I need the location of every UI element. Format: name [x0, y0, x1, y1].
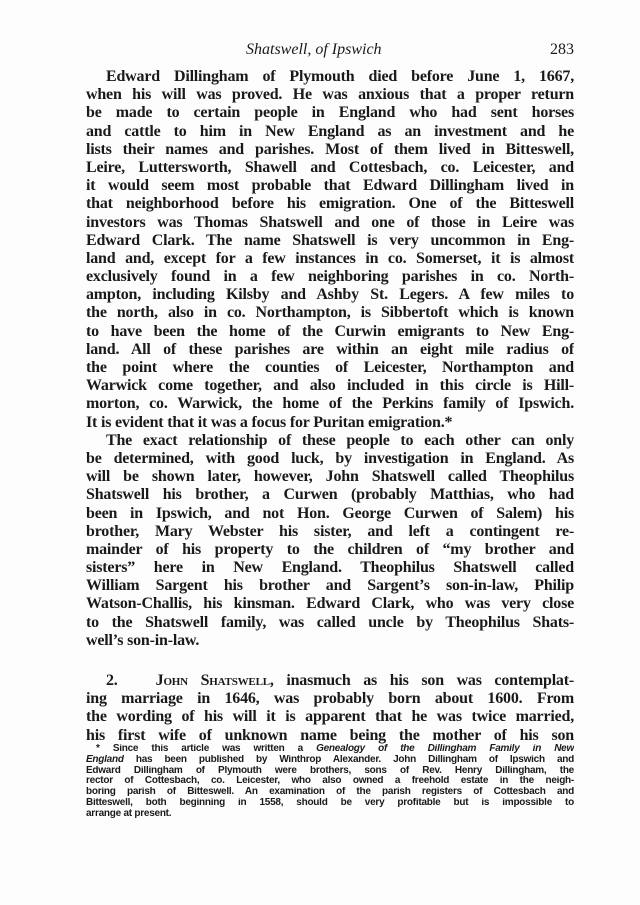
paragraph-2: [86, 432, 574, 650]
text-line: well’s son-in-law.: [86, 631, 200, 649]
text-line: to have been the home of the Curwin emigrants to New Eng-: [86, 322, 574, 340]
text-line: land and, except for a few instances in co. Somerset, it is almost: [86, 249, 574, 267]
text-line: The exact relationship of these people to each other can only: [106, 431, 574, 449]
paragraph-1: [86, 68, 574, 432]
section-gap: [86, 650, 574, 672]
page-header: [86, 40, 574, 62]
text-line: sisters” here in New England. Theophilus Shatswell called: [86, 559, 574, 577]
text-line: Warwick come together, and also included in this circle is Hill-: [86, 377, 574, 395]
footnote-text: Since this article was written a: [112, 744, 317, 754]
text-line: and cattle to him in New England as an investment and he: [86, 122, 574, 140]
footnote-book-title: Genealogy of the Dillingham Family in New: [316, 744, 574, 754]
text-line: exclusively found in a few neighboring parishes in co. North-: [86, 268, 574, 286]
footnote: [86, 744, 574, 820]
footnote-text: has been published by Winthrop Alexander. John Dillingham of Ipswich and: [123, 754, 574, 765]
text-line: the north, also in co. Northampton, is Sibbertoft which is known: [86, 304, 574, 322]
text-line: will be shown later, however, John Shatswell called Theophilus: [86, 468, 574, 486]
footnote-book-title-cont: England: [86, 754, 124, 765]
text-line: when his will was proved. He was anxious that a proper return: [86, 86, 574, 104]
text-line: the wording of his will it is apparent that he was twice married,: [86, 708, 574, 726]
section-first-line-rest: , inasmuch as his son was contemplat-: [269, 672, 574, 689]
text-line: mainder of his property to the children of “my brother and: [86, 540, 574, 558]
text-line: land. All of these parishes are within an eight mile radius of: [86, 340, 574, 358]
text-line: Edward Clark. The name Shatswell is very uncommon in Eng-: [86, 231, 574, 249]
text-line: lists their names and parishes. Most of them lived in Bitteswell,: [86, 140, 574, 158]
text-line: Watson-Challis, his kinsman. Edward Clark, who was very close: [86, 595, 574, 613]
text-line: brother, Mary Webster his sister, and left a contingent re-: [86, 522, 574, 540]
section-first-line: [86, 672, 574, 690]
footnote-line: Edward Dillingham of Plymouth were brothers, sons of Rev. Henry Dillingham, the: [86, 765, 574, 776]
footnote-line: [86, 755, 574, 766]
running-title: Shatswell, of Ipswich: [246, 41, 382, 58]
section-number: 2.: [106, 672, 118, 689]
text-line: his first wife of unknown name being the mother of his son: [86, 726, 574, 744]
footnote-line: rector of Cottesbach, co. Leicester, who also owned a freehold estate in the neigh-: [86, 776, 574, 787]
text-line: It is evident that it was a focus for Puritan emigration.*: [86, 413, 453, 431]
text-line: morton, co. Warwick, the home of the Perkins family of Ipswich.: [86, 395, 574, 413]
text-line: it would seem most probable that Edward Dillingham lived in: [86, 177, 574, 195]
text-line: William Sargent his brother and Sargent’s son-in-law, Philip: [86, 577, 574, 595]
footnote-line: boring parish of Bitteswell. An examination of the parish registers of Cottesbach and: [86, 787, 574, 798]
text-line: be made to certain people in England who had sent horses: [86, 104, 574, 122]
text-line: investors was Thomas Shatswell and one of those in Leire was: [86, 213, 574, 231]
page-number: 283: [550, 41, 574, 58]
text-line: Edward Dillingham of Plymouth died before June 1, 1667,: [106, 68, 574, 85]
text-line: Leire, Luttersworth, Shawell and Cottesbach, co. Leicester, and: [86, 158, 574, 176]
section-john-shatswell: [86, 672, 574, 745]
text-line: be determined, with good luck, by investigation in England. As: [86, 449, 574, 467]
text-line: that neighborhood before his emigration. One of the Bitteswell: [86, 195, 574, 213]
text-line: ampton, including Kilsby and Ashby St. Legers. A few miles to: [86, 286, 574, 304]
footnote-line: [86, 744, 574, 755]
body-text: [86, 68, 574, 745]
footnote-marker: *: [96, 744, 100, 754]
text-line: the point where the counties of Leicester, Northampton and: [86, 359, 574, 376]
footnote-line: Bitteswell, both beginning in 1558, should be very profitable but is impossible to: [86, 797, 574, 808]
text-line: been in Ipswich, and not Hon. George Curwen of Salem) his: [86, 504, 574, 522]
text-line: to the Shatswell family, was called uncle by Theophilus Shats-: [86, 613, 574, 631]
section-name: John Shatswell: [155, 672, 270, 689]
footnote-line: arrange at present.: [86, 808, 172, 819]
text-line: ing marriage in 1646, was probably born about 1600. From: [86, 690, 574, 708]
text-line: Shatswell his brother, a Curwen (probably Matthias, who had: [86, 486, 574, 504]
